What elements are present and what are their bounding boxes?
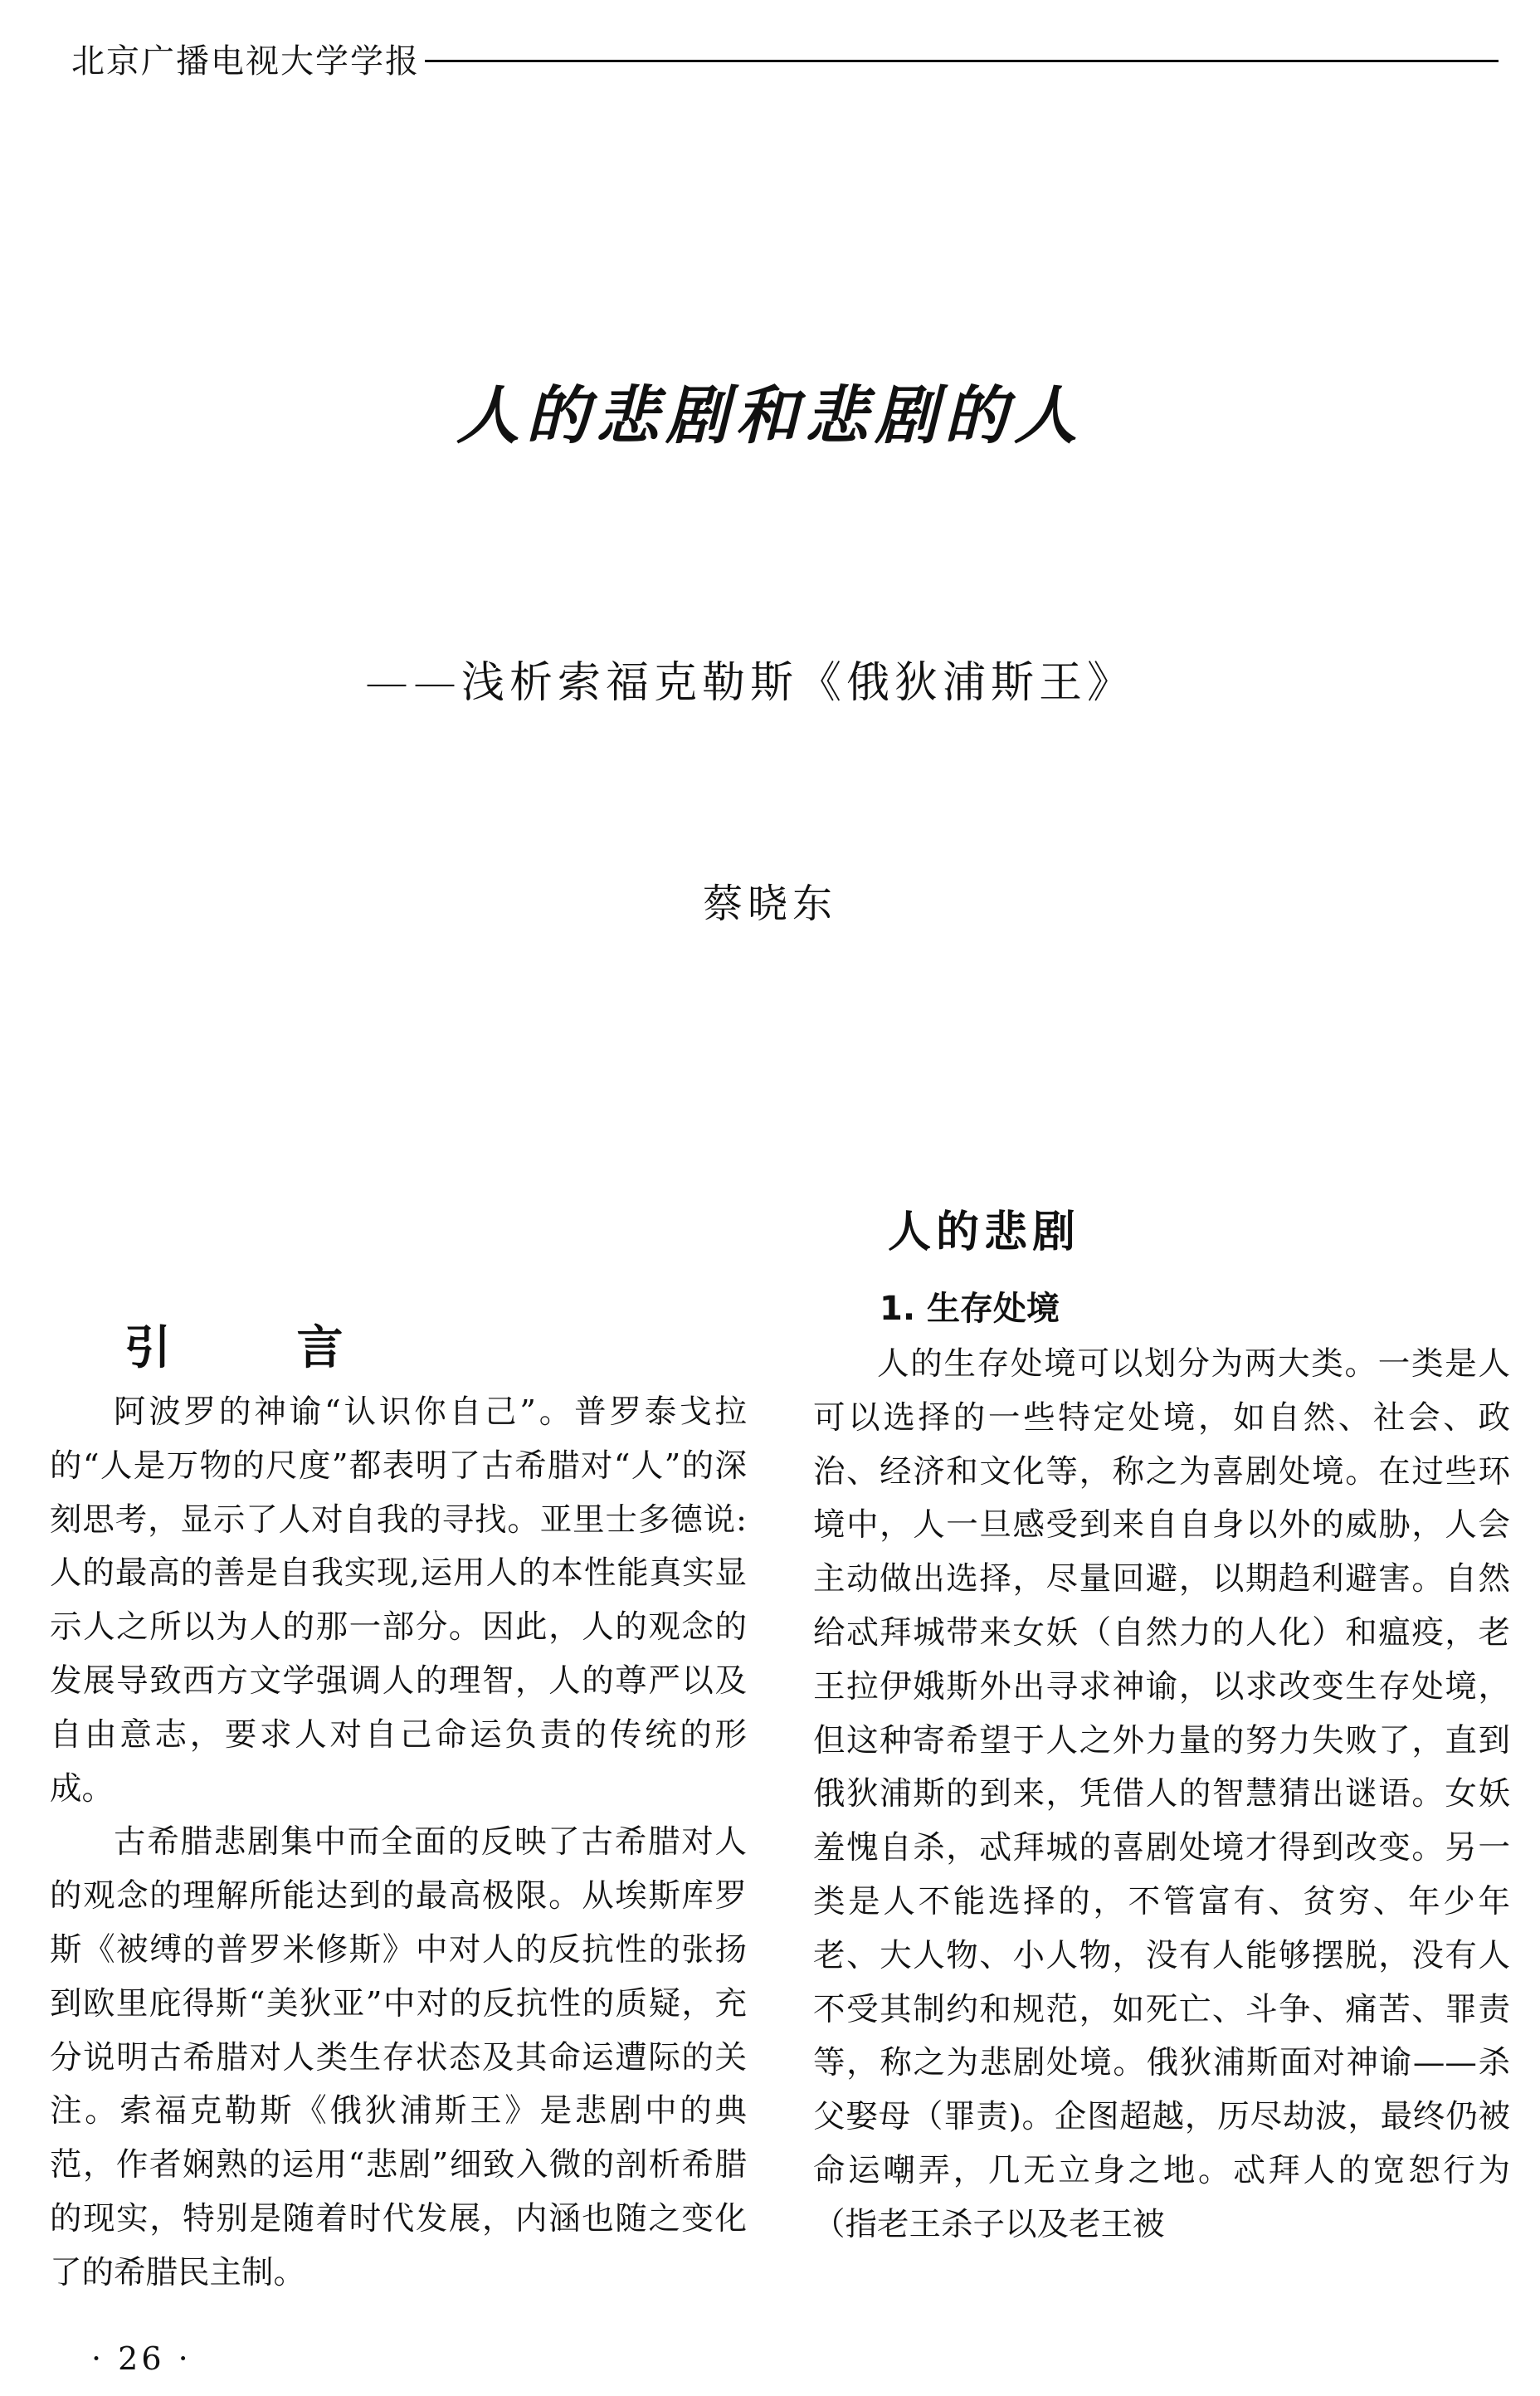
section-heading: 人的悲剧 bbox=[888, 1208, 1081, 1257]
header-rule bbox=[425, 60, 1499, 62]
left-column bbox=[50, 1311, 747, 2301]
intro-paragraph-2: 古希腊悲剧集中而全面的反映了古希腊对人的观念的理解所能达到的最高极限。从埃斯库罗斯《被缚的普罗米修斯》中对人的反抗性的张扬到欧里庇得斯“美狄亚”中对的反抗性的质疑，充分说明古希腊对人类生存状态及其命运遭际的关注。索福克勒斯《俄狄浦斯王》是悲剧中的典范，作者娴熟的运用“悲剧”细致入微的剖析希腊的现实，特别是随着时代发展，内涵也随之变化了的希腊民主制。 bbox=[50, 1823, 747, 2291]
intro-paragraph-1: 阿波罗的神谕“认识你自己”。普罗泰戈拉的“人是万物的尺度”都表明了古希腊对“人”的深刻思考，显示了人对自我的寻找。亚里士多德说:人的最高的善是自我实现,运用人的本性能真实显示人之所以为人的那一部分。因此，人的观念的发展导致西方文学强调人的理智，人的尊严以及自由意志，要求人对自己命运负责的传统的形成。 bbox=[50, 1393, 747, 1808]
journal-name: 北京广播电视大学学报 bbox=[71, 41, 420, 81]
running-head bbox=[71, 33, 1499, 83]
section-paragraph: 人的生存处境可以划分为两大类。一类是人可以选择的一些特定处境，如自然、社会、政治、经济和文化等，称之为喜剧处境。在过些环境中，人一旦感受到来自自身以外的威胁，人会主动做出选择，尽量回避，以期趋利避害。自然给忒拜城带来女妖（自然力的人化）和瘟疫，老王拉伊娥斯外出寻求神谕，以求改变生存处境，但这种寄希望于人之外力量的努力失败了，直到俄狄浦斯的到来，凭借人的智慧猜出谜语。女妖羞愧自杀，忒拜城的喜剧处境才得到改变。另一类是人不能选择的，不管富有、贫穷、年少年老、大人物、小人物，没有人能够摆脱，没有人不受其制约和规范，如死亡、斗争、痛苦、罪责等，称之为悲剧处境。俄狄浦斯面对神谕——杀父娶母（罪责)。企图超越，历尽劫波，最终仍被命运嘲弄，几无立身之地。忒拜人的宽恕行为（指老王杀子以及老王被 bbox=[813, 1345, 1510, 2243]
article-subtitle: ——浅析索福克勒斯《俄狄浦斯王》 bbox=[365, 658, 1136, 708]
right-column bbox=[813, 1195, 1510, 2252]
page-number: · 26 · bbox=[91, 2340, 192, 2377]
article-title: 人的悲剧和悲剧的人 bbox=[456, 378, 1084, 452]
section-subheading: 1. 生存处境 bbox=[880, 1290, 1060, 1328]
intro-heading: 引 言 bbox=[124, 1321, 348, 1375]
article-author: 蔡晓东 bbox=[702, 881, 837, 927]
